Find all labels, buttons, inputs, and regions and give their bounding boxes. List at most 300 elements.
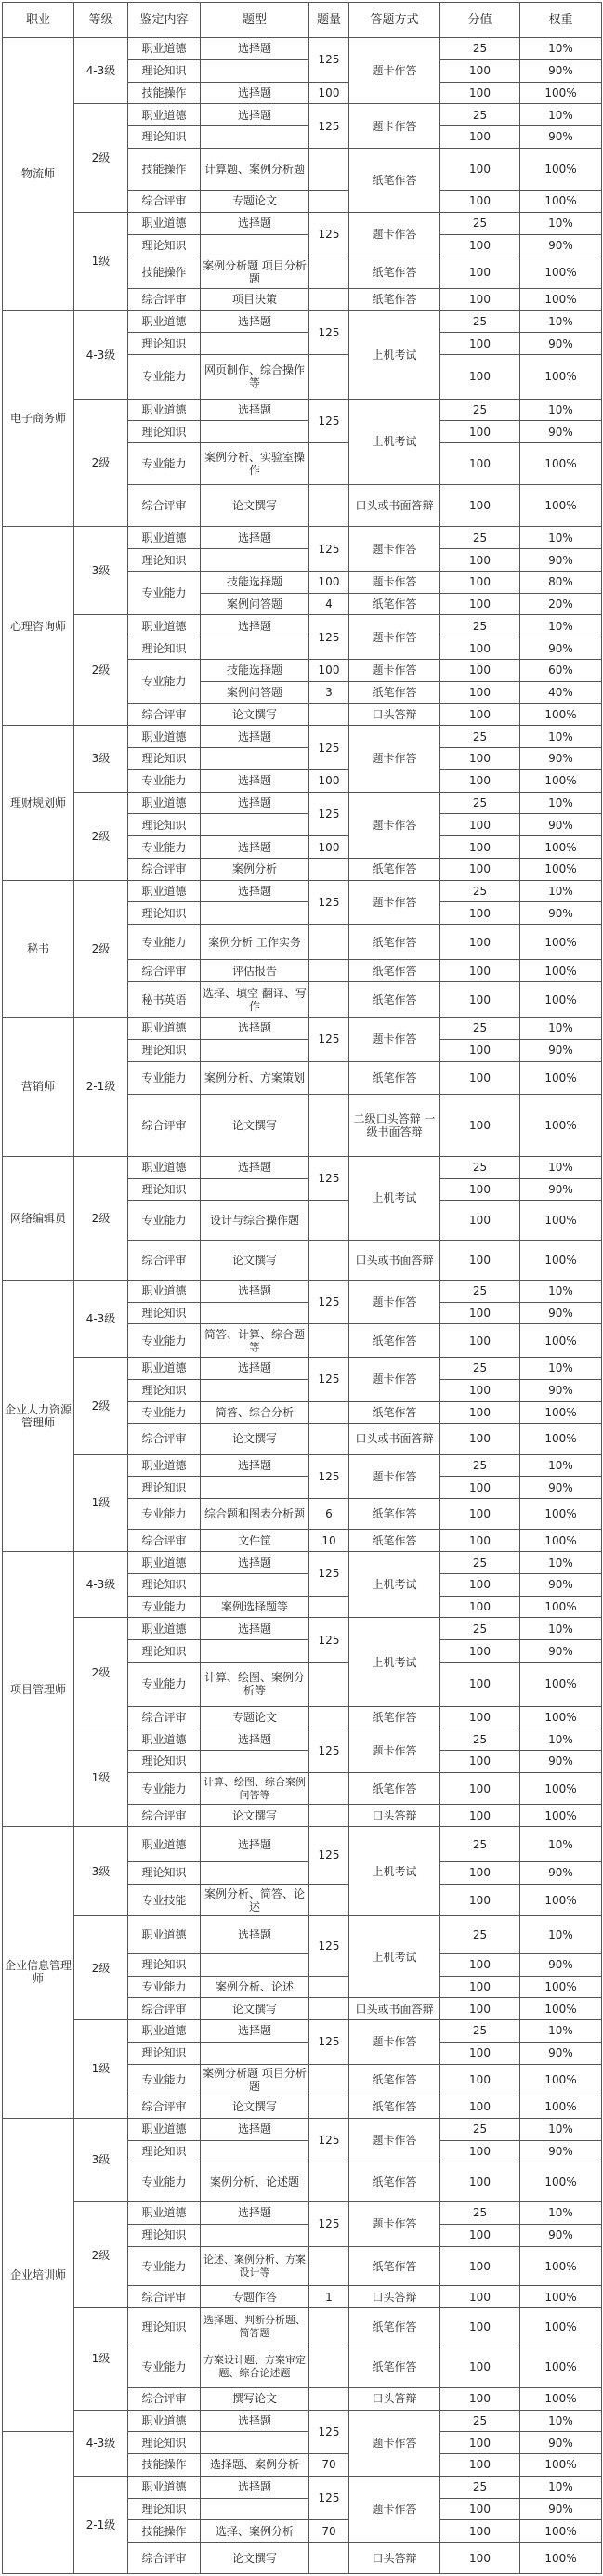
cell-quantity: 125	[309, 212, 349, 256]
cell-content: 理论知识	[128, 748, 201, 770]
cell-question-type: 综合题和图表分析题	[201, 1499, 309, 1530]
cell-answer-method: 纸笔作答	[349, 858, 440, 880]
table-row	[3, 1552, 602, 1574]
cell-answer-method: 口头答辩	[349, 2387, 440, 2410]
header-quantity: 题量	[309, 3, 349, 38]
cell-question-type: 计算、绘图、综合案例问答等	[201, 1772, 309, 1804]
cell-content: 职业道德	[128, 2410, 201, 2432]
cell-score: 100	[440, 769, 520, 792]
cell-score: 100	[440, 960, 520, 982]
cell-level: 3级	[74, 1827, 128, 1916]
cell-question-type: 选择题	[201, 2202, 309, 2225]
cell-weight: 90%	[520, 421, 602, 443]
cell-occupation: 营销师	[3, 1018, 74, 1157]
cell-answer-method: 口头或书面答辩	[349, 1241, 440, 1281]
cell-quantity: 125	[309, 792, 349, 836]
table-row	[3, 527, 602, 549]
cell-weight: 10%	[520, 212, 602, 234]
cell-level: 4-3级	[74, 1280, 128, 1357]
cell-weight: 90%	[520, 126, 602, 149]
cell-score: 100	[440, 1805, 520, 1827]
cell-content: 职业道德	[128, 1827, 201, 1862]
cell-score: 100	[440, 2246, 520, 2286]
cell-level: 2级	[74, 1916, 128, 2020]
cell-question-type	[201, 234, 309, 256]
cell-content: 技能操作	[128, 2520, 201, 2543]
cell-question-type: 论文撰写	[201, 2096, 309, 2119]
cell-answer-method: 题卡作答	[349, 1728, 440, 1773]
cell-occupation	[3, 2432, 74, 2574]
cell-content: 综合评审	[128, 2387, 201, 2410]
table-body	[3, 38, 602, 2574]
cell-score: 100	[440, 126, 520, 149]
cell-weight: 100%	[520, 1596, 602, 1618]
cell-question-type: 选择题	[201, 1728, 309, 1751]
cell-weight: 100%	[520, 1061, 602, 1095]
table-row	[3, 1280, 602, 1302]
cell-quantity: 125	[309, 310, 349, 355]
cell-content: 专业能力	[128, 2346, 201, 2387]
cell-question-type	[201, 1862, 309, 1885]
cell-score: 100	[440, 1095, 520, 1157]
cell-question-type	[201, 1477, 309, 1499]
cell-content: 专业能力	[128, 660, 201, 704]
cell-answer-method: 题卡作答	[349, 726, 440, 792]
table-row	[3, 2020, 602, 2043]
cell-score: 100	[440, 703, 520, 726]
cell-weight: 10%	[520, 1916, 602, 1953]
cell-weight: 100%	[520, 1530, 602, 1552]
cell-weight: 10%	[520, 1618, 602, 1640]
cell-content: 专业能力	[128, 443, 201, 485]
cell-content: 综合评审	[128, 2543, 201, 2574]
cell-question-type: 选择题	[201, 1358, 309, 1380]
cell-quantity: 125	[309, 880, 349, 925]
cell-answer-method: 题卡作答	[349, 2410, 440, 2476]
cell-question-type: 论文撰写	[201, 485, 309, 527]
cell-content: 理论知识	[128, 1379, 201, 1401]
cell-question-type: 案例问答题	[201, 593, 309, 615]
cell-weight: 10%	[520, 310, 602, 333]
cell-weight: 90%	[520, 2224, 602, 2246]
cell-quantity: 125	[309, 1358, 349, 1402]
cell-question-type: 案例分析	[201, 858, 309, 880]
cell-weight: 10%	[520, 104, 602, 126]
cell-question-type: 专题论文	[201, 190, 309, 212]
cell-score: 100	[440, 256, 520, 288]
cell-score: 100	[440, 148, 520, 190]
cell-quantity: 125	[309, 2118, 349, 2162]
cell-occupation: 网络编辑员	[3, 1156, 74, 1280]
cell-question-type: 论文撰写	[201, 1241, 309, 1281]
cell-weight: 100%	[520, 960, 602, 982]
cell-level: 4-3级	[74, 38, 128, 104]
cell-quantity	[309, 1201, 349, 1241]
table-row	[3, 1156, 602, 1178]
cell-weight: 90%	[520, 1862, 602, 1885]
cell-score: 100	[440, 1302, 520, 1324]
cell-quantity	[309, 925, 349, 960]
cell-content: 专业能力	[128, 1061, 201, 1095]
cell-content: 专业能力	[128, 2246, 201, 2286]
cell-score: 25	[440, 527, 520, 549]
cell-score: 100	[440, 2346, 520, 2387]
cell-content: 理论知识	[128, 902, 201, 925]
cell-score: 25	[440, 726, 520, 748]
cell-score: 100	[440, 1862, 520, 1885]
cell-answer-method: 纸笔作答	[349, 593, 440, 615]
cell-weight: 100%	[520, 1706, 602, 1728]
cell-answer-method: 上机考试	[349, 1618, 440, 1706]
cell-question-type: 选择题	[201, 1156, 309, 1178]
cell-content: 专业能力	[128, 1596, 201, 1618]
cell-score: 100	[440, 2042, 520, 2064]
cell-content: 职业道德	[128, 2476, 201, 2498]
cell-content: 综合评审	[128, 485, 201, 527]
cell-question-type	[201, 902, 309, 925]
cell-content: 职业道德	[128, 1358, 201, 1380]
cell-weight: 100%	[520, 982, 602, 1018]
cell-quantity	[309, 1401, 349, 1424]
cell-question-type: 选择题	[201, 2476, 309, 2498]
cell-content: 综合评审	[128, 2096, 201, 2119]
table-row	[3, 792, 602, 814]
table-row	[3, 880, 602, 902]
cell-level: 1级	[74, 1728, 128, 1827]
cell-question-type: 案例分析 工作实务	[201, 925, 309, 960]
cell-weight: 10%	[520, 1552, 602, 1574]
cell-level: 2级	[74, 1358, 128, 1455]
cell-content: 理论知识	[128, 637, 201, 660]
cell-score: 25	[440, 615, 520, 637]
cell-weight: 90%	[520, 1751, 602, 1773]
table-row	[3, 2308, 602, 2346]
cell-answer-method: 上机考试	[349, 310, 440, 399]
cell-answer-method: 纸笔作答	[349, 288, 440, 310]
cell-answer-method: 题卡作答	[349, 212, 440, 256]
cell-content: 专业能力	[128, 836, 201, 859]
cell-content: 专业能力	[128, 1324, 201, 1358]
cell-weight: 100%	[520, 2246, 602, 2286]
cell-answer-method: 题卡作答	[349, 1454, 440, 1499]
cell-quantity: 125	[309, 1552, 349, 1597]
cell-answer-method: 纸笔作答	[349, 2096, 440, 2119]
cell-question-type	[201, 549, 309, 572]
cell-weight: 10%	[520, 1018, 602, 1040]
cell-level: 2级	[74, 104, 128, 212]
cell-answer-method: 纸笔作答	[349, 2346, 440, 2387]
cell-answer-method: 上机考试	[349, 1916, 440, 1998]
cell-weight: 100%	[520, 2162, 602, 2202]
cell-quantity	[309, 1596, 349, 1618]
cell-answer-method: 题卡作答	[349, 104, 440, 149]
cell-content: 理论知识	[128, 1751, 201, 1773]
cell-content: 技能操作	[128, 148, 201, 190]
cell-question-type: 案例分析、实验室操作	[201, 443, 309, 485]
header-row	[3, 3, 602, 38]
cell-score: 100	[440, 982, 520, 1018]
cell-score: 100	[440, 2308, 520, 2346]
table-row	[3, 1018, 602, 1040]
cell-question-type: 选择题	[201, 212, 309, 234]
cell-score: 100	[440, 593, 520, 615]
cell-question-type	[201, 1379, 309, 1401]
cell-question-type	[201, 421, 309, 443]
cell-question-type	[201, 59, 309, 82]
table-row	[3, 2118, 602, 2140]
cell-content: 理论知识	[128, 421, 201, 443]
cell-weight: 10%	[520, 880, 602, 902]
cell-weight: 100%	[520, 1324, 602, 1358]
cell-weight: 90%	[520, 902, 602, 925]
cell-score: 100	[440, 1573, 520, 1596]
cell-quantity	[309, 1805, 349, 1827]
cell-weight: 90%	[520, 2140, 602, 2162]
cell-content: 专业能力	[128, 1201, 201, 1241]
cell-score: 100	[440, 2387, 520, 2410]
cell-answer-method: 口头答辩	[349, 1805, 440, 1827]
cell-quantity	[309, 2246, 349, 2286]
cell-quantity: 125	[309, 726, 349, 770]
cell-score: 100	[440, 2520, 520, 2543]
cell-question-type: 案例分析、方案策划	[201, 1061, 309, 1095]
cell-content: 职业道德	[128, 1552, 201, 1574]
cell-question-type: 文件筐	[201, 1530, 309, 1552]
cell-occupation: 项目管理师	[3, 1552, 74, 1827]
cell-weight: 10%	[520, 38, 602, 60]
cell-score: 100	[440, 1998, 520, 2020]
cell-quantity: 125	[309, 1618, 349, 1663]
cell-weight: 90%	[520, 2042, 602, 2064]
cell-question-type: 选择题	[201, 2020, 309, 2043]
cell-quantity	[309, 1884, 349, 1915]
cell-question-type: 选择、填空 翻译、写作	[201, 982, 309, 1018]
cell-answer-method: 纸笔作答	[349, 1061, 440, 1095]
cell-quantity	[309, 1061, 349, 1095]
cell-quantity	[309, 190, 349, 212]
cell-question-type: 选择题	[201, 38, 309, 60]
cell-quantity	[309, 960, 349, 982]
cell-content: 专业能力	[128, 769, 201, 792]
cell-quantity	[309, 485, 349, 527]
cell-answer-method: 题卡作答	[349, 571, 440, 593]
cell-quantity	[309, 2543, 349, 2574]
cell-question-type: 选择题	[201, 1916, 309, 1953]
cell-level: 2-1级	[74, 2476, 128, 2573]
table-row	[3, 1827, 602, 1862]
cell-score: 100	[440, 1663, 520, 1707]
cell-content: 综合评审	[128, 1241, 201, 1281]
cell-answer-method: 上机考试	[349, 1552, 440, 1618]
cell-question-type: 专题论文	[201, 1706, 309, 1728]
cell-question-type: 选择题	[201, 527, 309, 549]
cell-score: 100	[440, 1772, 520, 1804]
cell-content: 综合评审	[128, 858, 201, 880]
table-row	[3, 2202, 602, 2225]
cell-content: 理论知识	[128, 234, 201, 256]
cell-answer-method: 纸笔作答	[349, 1324, 440, 1358]
cell-question-type: 案例分析题 项目分析题	[201, 256, 309, 288]
cell-weight: 10%	[520, 1728, 602, 1751]
cell-answer-method: 纸笔作答	[349, 925, 440, 960]
cell-score: 100	[440, 333, 520, 355]
cell-content: 职业道德	[128, 527, 201, 549]
cell-question-type: 评估报告	[201, 960, 309, 982]
cell-answer-method: 题卡作答	[349, 38, 440, 104]
cell-content: 秘书英语	[128, 982, 201, 1018]
cell-question-type	[201, 2432, 309, 2454]
cell-occupation: 企业人力资源管理师	[3, 1280, 74, 1551]
cell-weight: 10%	[520, 2410, 602, 2432]
cell-score: 100	[440, 1241, 520, 1281]
cell-weight: 100%	[520, 2454, 602, 2477]
cell-quantity	[309, 1424, 349, 1454]
cell-weight: 100%	[520, 925, 602, 960]
cell-question-type: 案例问答题	[201, 681, 309, 703]
cell-question-type: 案例分析、论述题	[201, 2162, 309, 2202]
cell-quantity: 100	[309, 571, 349, 593]
table-row	[3, 1454, 602, 1477]
header-level: 等级	[74, 3, 128, 38]
header-weight: 权重	[520, 3, 602, 38]
cell-content: 职业道德	[128, 1454, 201, 1477]
cell-level: 3级	[74, 2118, 128, 2201]
cell-quantity	[309, 703, 349, 726]
cell-question-type	[201, 1178, 309, 1201]
cell-content: 技能操作	[128, 82, 201, 104]
cell-question-type: 选择题	[201, 399, 309, 421]
cell-quantity: 125	[309, 38, 349, 83]
cell-question-type	[201, 1573, 309, 1596]
cell-score: 25	[440, 1156, 520, 1178]
cell-score: 25	[440, 2020, 520, 2043]
cell-quantity	[309, 2064, 349, 2096]
cell-weight: 100%	[520, 1663, 602, 1707]
cell-answer-method: 口头答辩	[349, 703, 440, 726]
cell-answer-method: 纸笔作答	[349, 1530, 440, 1552]
cell-content: 职业道德	[128, 2202, 201, 2225]
cell-quantity	[309, 858, 349, 880]
cell-score: 100	[440, 190, 520, 212]
cell-content: 职业道德	[128, 792, 201, 814]
cell-weight: 100%	[520, 256, 602, 288]
cell-score: 100	[440, 1499, 520, 1530]
cell-content: 理论知识	[128, 2140, 201, 2162]
cell-answer-method: 纸笔作答	[349, 2162, 440, 2202]
cell-occupation: 心理咨询师	[3, 527, 74, 726]
cell-weight: 100%	[520, 443, 602, 485]
cell-quantity: 125	[309, 2202, 349, 2247]
cell-quantity	[309, 443, 349, 485]
cell-answer-method: 纸笔作答	[349, 1706, 440, 1728]
header-score: 分值	[440, 3, 520, 38]
cell-quantity: 125	[309, 1156, 349, 1201]
cell-score: 25	[440, 2202, 520, 2225]
cell-question-type: 选择题	[201, 836, 309, 859]
cell-question-type: 选择题	[201, 2118, 309, 2140]
cell-weight: 100%	[520, 2096, 602, 2119]
cell-question-type: 撰写论文	[201, 2387, 309, 2410]
cell-answer-method: 纸笔作答	[349, 2308, 440, 2346]
cell-score: 100	[440, 1953, 520, 1976]
cell-weight: 100%	[520, 82, 602, 104]
cell-score: 25	[440, 310, 520, 333]
cell-content: 理论知识	[128, 549, 201, 572]
cell-score: 100	[440, 1477, 520, 1499]
cell-score: 100	[440, 1706, 520, 1728]
cell-level: 1级	[74, 1454, 128, 1552]
cell-weight: 100%	[520, 1772, 602, 1804]
cell-weight: 60%	[520, 660, 602, 682]
cell-score: 100	[440, 2224, 520, 2246]
cell-content: 职业道德	[128, 880, 201, 902]
cell-quantity: 125	[309, 1827, 349, 1885]
cell-content: 理论知识	[128, 1640, 201, 1663]
cell-question-type: 选择题	[201, 82, 309, 104]
cell-score: 100	[440, 902, 520, 925]
cell-quantity: 125	[309, 1916, 349, 1976]
cell-quantity: 125	[309, 1280, 349, 1324]
cell-weight: 100%	[520, 190, 602, 212]
cell-score: 25	[440, 1018, 520, 1040]
cell-content: 专业能力	[128, 2162, 201, 2202]
cell-quantity	[309, 2387, 349, 2410]
cell-content: 理论知识	[128, 333, 201, 355]
cell-score: 100	[440, 2454, 520, 2477]
cell-question-type: 选择题	[201, 1018, 309, 1040]
cell-answer-method: 口头或书面答辩	[349, 485, 440, 527]
cell-content: 职业道德	[128, 1618, 201, 1640]
cell-question-type: 论文撰写	[201, 703, 309, 726]
cell-score: 25	[440, 104, 520, 126]
cell-question-type	[201, 126, 309, 149]
cell-occupation: 秘书	[3, 880, 74, 1017]
cell-answer-method: 题卡作答	[349, 615, 440, 660]
cell-quantity: 3	[309, 681, 349, 703]
cell-weight: 10%	[520, 1454, 602, 1477]
cell-level: 2级	[74, 880, 128, 1017]
cell-weight: 90%	[520, 1640, 602, 1663]
cell-level: 4-3级	[74, 310, 128, 399]
cell-answer-method: 纸笔作答	[349, 681, 440, 703]
cell-score: 25	[440, 880, 520, 902]
cell-weight: 90%	[520, 2432, 602, 2454]
cell-answer-method: 口头答辩	[349, 2543, 440, 2574]
cell-score: 100	[440, 2432, 520, 2454]
cell-question-type: 选择题	[201, 769, 309, 792]
cell-score: 100	[440, 2286, 520, 2308]
cell-weight: 10%	[520, 1827, 602, 1862]
cell-content: 职业道德	[128, 104, 201, 126]
cell-level: 2级	[74, 615, 128, 726]
cell-weight: 100%	[520, 2543, 602, 2574]
cell-level: 2级	[74, 792, 128, 880]
cell-quantity: 1	[309, 2286, 349, 2308]
cell-question-type: 论文撰写	[201, 1998, 309, 2020]
table-row	[3, 2476, 602, 2498]
cell-level: 2级	[74, 1156, 128, 1280]
cell-weight: 100%	[520, 703, 602, 726]
cell-weight: 100%	[520, 1201, 602, 1241]
cell-weight: 100%	[520, 769, 602, 792]
cell-score: 25	[440, 2476, 520, 2498]
cell-weight: 90%	[520, 234, 602, 256]
cell-question-type: 选择题	[201, 1454, 309, 1477]
cell-level: 2级	[74, 399, 128, 527]
cell-question-type: 案例分析题 项目分析题	[201, 2064, 309, 2096]
cell-content: 综合评审	[128, 1998, 201, 2020]
cell-score: 100	[440, 1379, 520, 1401]
